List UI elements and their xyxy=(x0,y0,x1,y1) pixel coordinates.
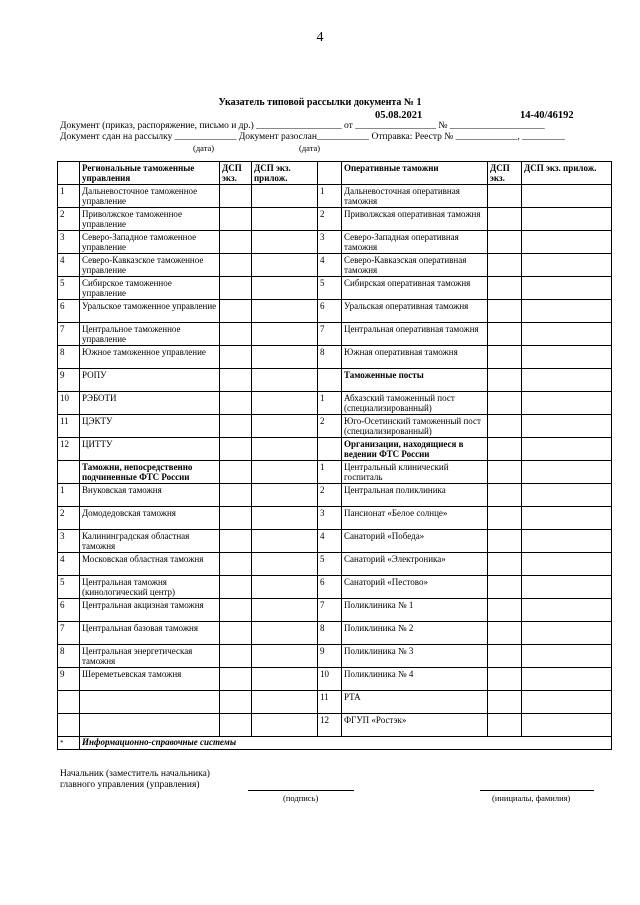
header-num-left xyxy=(58,162,80,185)
left-dsp-cell xyxy=(220,507,252,530)
left-row-number: 6 xyxy=(58,599,80,622)
right-dsp-cell xyxy=(488,714,522,737)
left-dsp-pril-cell xyxy=(252,484,318,507)
left-dsp-pril-cell xyxy=(252,507,318,530)
left-dsp-pril-cell xyxy=(252,438,318,461)
table-row xyxy=(58,507,612,530)
right-row-number: 1 xyxy=(318,461,342,484)
right-dsp-pril-cell xyxy=(522,185,612,208)
left-recipient: Северо-Западное таможенное управление xyxy=(80,231,220,254)
right-dsp-pril-cell xyxy=(522,461,612,484)
right-row-number: 10 xyxy=(318,668,342,691)
right-dsp-pril-cell xyxy=(522,507,612,530)
left-dsp-cell xyxy=(220,346,252,369)
table-row xyxy=(58,530,612,553)
date-caption-2: (дата) xyxy=(299,143,321,153)
table-row xyxy=(58,415,612,438)
right-dsp-cell xyxy=(488,231,522,254)
left-row-number: 9 xyxy=(58,369,80,392)
left-dsp-pril-cell xyxy=(252,530,318,553)
right-dsp-pril-cell xyxy=(522,231,612,254)
right-dsp-pril-cell xyxy=(522,691,612,714)
right-dsp-cell xyxy=(488,530,522,553)
signer-title-line-2: главного управления (управления) xyxy=(60,780,200,790)
right-dsp-cell xyxy=(488,438,522,461)
left-recipient: Калининградская областная таможня xyxy=(80,530,220,553)
signer-title-line-1: Начальник (заместитель начальника) xyxy=(60,769,210,779)
right-dsp-cell xyxy=(488,277,522,300)
right-row-number: 2 xyxy=(318,484,342,507)
left-recipient: Северо-Кавказское таможенное управление xyxy=(80,254,220,277)
right-recipient: Абхазский таможенный пост (специализированный) xyxy=(342,392,488,415)
right-recipient: Санаторий «Победа» xyxy=(342,530,488,553)
left-dsp-cell xyxy=(220,323,252,346)
left-dsp-cell xyxy=(220,461,252,484)
right-dsp-cell xyxy=(488,576,522,599)
left-dsp-pril-cell xyxy=(252,553,318,576)
right-row-number: 5 xyxy=(318,277,342,300)
right-dsp-cell xyxy=(488,208,522,231)
right-recipient: Северо-Западная оперативная таможня xyxy=(342,231,488,254)
left-dsp-pril-cell xyxy=(252,277,318,300)
table-row xyxy=(58,668,612,691)
left-dsp-pril-cell xyxy=(252,691,318,714)
left-recipient: Таможни, непосредственно подчиненные ФТС России xyxy=(80,461,220,484)
right-dsp-pril-cell xyxy=(522,576,612,599)
right-dsp-pril-cell xyxy=(522,254,612,277)
right-recipient: Поликлиника № 2 xyxy=(342,622,488,645)
header-dsp-pril-right: ДСП экз. прилож. xyxy=(522,162,612,185)
left-dsp-cell xyxy=(220,599,252,622)
right-dsp-cell xyxy=(488,415,522,438)
left-recipient: Сибирское таможенное управление xyxy=(80,277,220,300)
table-row xyxy=(58,691,612,714)
right-recipient: Приволжская оперативная таможня xyxy=(342,208,488,231)
header-dsp-right: ДСП экз. xyxy=(488,162,522,185)
right-recipient: Поликлиника № 1 xyxy=(342,599,488,622)
right-dsp-cell xyxy=(488,300,522,323)
left-row-number: 7 xyxy=(58,622,80,645)
left-row-number: 5 xyxy=(58,576,80,599)
right-dsp-cell xyxy=(488,461,522,484)
left-dsp-pril-cell xyxy=(252,645,318,668)
header-num-right xyxy=(318,162,342,185)
name-caption: (инициалы, фамилия) xyxy=(492,793,571,803)
left-recipient xyxy=(80,691,220,714)
right-row-number: 7 xyxy=(318,323,342,346)
left-recipient: Центральная акцизная таможня xyxy=(80,599,220,622)
table-header-row xyxy=(58,162,612,185)
document-meta-line-1: Документ (приказ, распоряжение, письмо и др.) __________________ от _________________ № ____________________ xyxy=(60,121,545,131)
left-row-number: 8 xyxy=(58,346,80,369)
right-dsp-pril-cell xyxy=(522,622,612,645)
left-recipient: Приволжское таможенное управление xyxy=(80,208,220,231)
left-recipient xyxy=(80,714,220,737)
left-row-number: 5 xyxy=(58,277,80,300)
left-dsp-cell xyxy=(220,553,252,576)
table-row xyxy=(58,185,612,208)
right-row-number: 8 xyxy=(318,346,342,369)
document-title: Указатель типовой рассылки документа № 1 xyxy=(218,97,422,108)
left-row-number: 4 xyxy=(58,553,80,576)
left-row-number: 7 xyxy=(58,323,80,346)
right-dsp-pril-cell xyxy=(522,415,612,438)
left-row-number: 9 xyxy=(58,668,80,691)
left-dsp-cell xyxy=(220,231,252,254)
right-dsp-cell xyxy=(488,645,522,668)
right-recipient: Центральная поликлиника xyxy=(342,484,488,507)
left-recipient: Московская областная таможня xyxy=(80,553,220,576)
document-number: 14-40/46192 xyxy=(520,110,574,121)
left-dsp-cell xyxy=(220,369,252,392)
name-line xyxy=(480,790,594,791)
table-row xyxy=(58,553,612,576)
left-dsp-cell xyxy=(220,622,252,645)
left-recipient: РОПУ xyxy=(80,369,220,392)
left-row-number: 3 xyxy=(58,530,80,553)
left-recipient: Центральная базовая таможня xyxy=(80,622,220,645)
right-dsp-cell xyxy=(488,185,522,208)
right-recipient: ФГУП «Ростэк» xyxy=(342,714,488,737)
left-row-number: 12 xyxy=(58,438,80,461)
table-row xyxy=(58,254,612,277)
table-row xyxy=(58,599,612,622)
right-recipient: Санаторий «Электроника» xyxy=(342,553,488,576)
right-dsp-pril-cell xyxy=(522,300,612,323)
left-row-number: 6 xyxy=(58,300,80,323)
left-dsp-pril-cell xyxy=(252,369,318,392)
left-dsp-cell xyxy=(220,415,252,438)
left-dsp-pril-cell xyxy=(252,231,318,254)
right-recipient: Сибирская оперативная таможня xyxy=(342,277,488,300)
left-row-number: 10 xyxy=(58,392,80,415)
right-row-number: 1 xyxy=(318,185,342,208)
right-recipient: Пансионат «Белое солнце» xyxy=(342,507,488,530)
left-dsp-cell xyxy=(220,208,252,231)
right-row-number: 6 xyxy=(318,300,342,323)
left-recipient: ЦИТТУ xyxy=(80,438,220,461)
left-row-number xyxy=(58,461,80,484)
date-caption-1: (дата) xyxy=(193,143,215,153)
right-recipient: Южная оперативная таможня xyxy=(342,346,488,369)
left-dsp-pril-cell xyxy=(252,323,318,346)
left-dsp-pril-cell xyxy=(252,208,318,231)
left-row-number: 2 xyxy=(58,507,80,530)
right-dsp-pril-cell xyxy=(522,668,612,691)
left-row-number: 1 xyxy=(58,185,80,208)
header-dsp-pril-left: ДСП экз. прилож. xyxy=(252,162,318,185)
left-dsp-cell xyxy=(220,392,252,415)
right-recipient: Дальневосточная оперативная таможня xyxy=(342,185,488,208)
right-dsp-pril-cell xyxy=(522,346,612,369)
info-systems-label: Информационно-справочные системы xyxy=(80,737,612,750)
right-row-number xyxy=(318,438,342,461)
right-row-number: 4 xyxy=(318,530,342,553)
right-row-number: 4 xyxy=(318,254,342,277)
right-dsp-pril-cell xyxy=(522,484,612,507)
left-recipient: РЭБОТИ xyxy=(80,392,220,415)
right-dsp-cell xyxy=(488,507,522,530)
left-row-number: 11 xyxy=(58,415,80,438)
right-row-number: 8 xyxy=(318,622,342,645)
right-dsp-pril-cell xyxy=(522,277,612,300)
right-row-number: 11 xyxy=(318,691,342,714)
right-row-number: 7 xyxy=(318,599,342,622)
left-dsp-pril-cell xyxy=(252,415,318,438)
right-dsp-pril-cell xyxy=(522,369,612,392)
left-row-number: 3 xyxy=(58,231,80,254)
left-dsp-pril-cell xyxy=(252,461,318,484)
page-number: 4 xyxy=(316,30,324,45)
left-dsp-pril-cell xyxy=(252,668,318,691)
left-recipient: Дальневосточное таможенное управление xyxy=(80,185,220,208)
left-row-number xyxy=(58,691,80,714)
table-row xyxy=(58,438,612,461)
document-date: 05.08.2021 xyxy=(375,110,423,121)
left-recipient: Центральная энергетическая таможня xyxy=(80,645,220,668)
right-recipient: Центральная оперативная таможня xyxy=(342,323,488,346)
left-dsp-pril-cell xyxy=(252,300,318,323)
right-dsp-cell xyxy=(488,553,522,576)
left-recipient: Южное таможенное управление xyxy=(80,346,220,369)
table-row xyxy=(58,208,612,231)
right-row-number: 9 xyxy=(318,645,342,668)
left-dsp-pril-cell xyxy=(252,576,318,599)
left-dsp-cell xyxy=(220,576,252,599)
left-recipient: Домодедовская таможня xyxy=(80,507,220,530)
left-dsp-pril-cell xyxy=(252,622,318,645)
right-dsp-pril-cell xyxy=(522,553,612,576)
table-row xyxy=(58,323,612,346)
right-dsp-cell xyxy=(488,346,522,369)
table-row xyxy=(58,277,612,300)
right-recipient: Центральный клинический госпиталь xyxy=(342,461,488,484)
left-dsp-cell xyxy=(220,668,252,691)
left-row-number: 2 xyxy=(58,208,80,231)
right-recipient: Санаторий «Пестово» xyxy=(342,576,488,599)
right-recipient: Юго-Осетинский таможенный пост (специализированный) xyxy=(342,415,488,438)
right-dsp-pril-cell xyxy=(522,208,612,231)
left-dsp-pril-cell xyxy=(252,185,318,208)
right-dsp-cell xyxy=(488,691,522,714)
left-dsp-pril-cell xyxy=(252,254,318,277)
right-recipient: Уральская оперативная таможня xyxy=(342,300,488,323)
left-row-number: 4 xyxy=(58,254,80,277)
left-dsp-pril-cell xyxy=(252,392,318,415)
right-row-number: 1 xyxy=(318,392,342,415)
left-dsp-cell xyxy=(220,645,252,668)
table-row xyxy=(58,714,612,737)
right-dsp-pril-cell xyxy=(522,714,612,737)
left-dsp-cell xyxy=(220,185,252,208)
left-dsp-cell xyxy=(220,277,252,300)
left-recipient: ЦЭКТУ xyxy=(80,415,220,438)
right-recipient: РТА xyxy=(342,691,488,714)
table-row xyxy=(58,392,612,415)
table-row xyxy=(58,346,612,369)
left-dsp-pril-cell xyxy=(252,346,318,369)
table-row xyxy=(58,576,612,599)
signature-caption: (подпись) xyxy=(283,793,319,803)
table-row xyxy=(58,231,612,254)
right-dsp-cell xyxy=(488,323,522,346)
right-dsp-pril-cell xyxy=(522,645,612,668)
right-row-number: 6 xyxy=(318,576,342,599)
right-recipient: Организации, находящиеся в ведении ФТС России xyxy=(342,438,488,461)
right-dsp-pril-cell xyxy=(522,323,612,346)
right-dsp-pril-cell xyxy=(522,599,612,622)
left-dsp-pril-cell xyxy=(252,599,318,622)
left-recipient: Уральское таможенное управление xyxy=(80,300,220,323)
table-row xyxy=(58,484,612,507)
right-row-number xyxy=(318,369,342,392)
info-systems-mark: * xyxy=(58,737,80,750)
right-recipient: Северо-Кавказская оперативная таможня xyxy=(342,254,488,277)
info-systems-row xyxy=(58,737,612,750)
left-dsp-cell xyxy=(220,484,252,507)
table-row xyxy=(58,645,612,668)
header-dsp-left: ДСП экз. xyxy=(220,162,252,185)
left-dsp-cell xyxy=(220,254,252,277)
left-dsp-cell xyxy=(220,530,252,553)
left-row-number xyxy=(58,714,80,737)
left-dsp-cell xyxy=(220,300,252,323)
right-dsp-cell xyxy=(488,369,522,392)
left-dsp-cell xyxy=(220,438,252,461)
signature-line xyxy=(248,790,354,791)
right-row-number: 5 xyxy=(318,553,342,576)
left-recipient: Внуковская таможня xyxy=(80,484,220,507)
right-dsp-cell xyxy=(488,392,522,415)
right-dsp-pril-cell xyxy=(522,438,612,461)
right-recipient: Поликлиника № 3 xyxy=(342,645,488,668)
table-row xyxy=(58,461,612,484)
right-dsp-cell xyxy=(488,599,522,622)
left-recipient: Центральное таможенное управление xyxy=(80,323,220,346)
distribution-table xyxy=(57,161,612,750)
left-recipient: Центральная таможня (кинологический центр) xyxy=(80,576,220,599)
left-dsp-pril-cell xyxy=(252,714,318,737)
right-dsp-pril-cell xyxy=(522,392,612,415)
right-dsp-cell xyxy=(488,622,522,645)
right-row-number: 12 xyxy=(318,714,342,737)
table-row xyxy=(58,300,612,323)
right-dsp-cell xyxy=(488,484,522,507)
table-row xyxy=(58,369,612,392)
table-row xyxy=(58,622,612,645)
right-dsp-pril-cell xyxy=(522,530,612,553)
right-recipient: Поликлиника № 4 xyxy=(342,668,488,691)
right-dsp-cell xyxy=(488,668,522,691)
right-row-number: 2 xyxy=(318,208,342,231)
header-operational-customs: Оперативные таможни xyxy=(342,162,488,185)
document-meta-line-2: Документ сдан на рассылку _____________ Документ разослан___________ Отправка: Реестр № _____________, _________ xyxy=(60,132,565,142)
right-row-number: 3 xyxy=(318,231,342,254)
right-row-number: 3 xyxy=(318,507,342,530)
header-regional-customs: Региональные таможенные управления xyxy=(80,162,220,185)
left-row-number: 8 xyxy=(58,645,80,668)
left-recipient: Шереметьевская таможня xyxy=(80,668,220,691)
right-dsp-cell xyxy=(488,254,522,277)
right-recipient: Таможенные посты xyxy=(342,369,488,392)
left-dsp-cell xyxy=(220,691,252,714)
left-row-number: 1 xyxy=(58,484,80,507)
right-row-number: 2 xyxy=(318,415,342,438)
left-dsp-cell xyxy=(220,714,252,737)
